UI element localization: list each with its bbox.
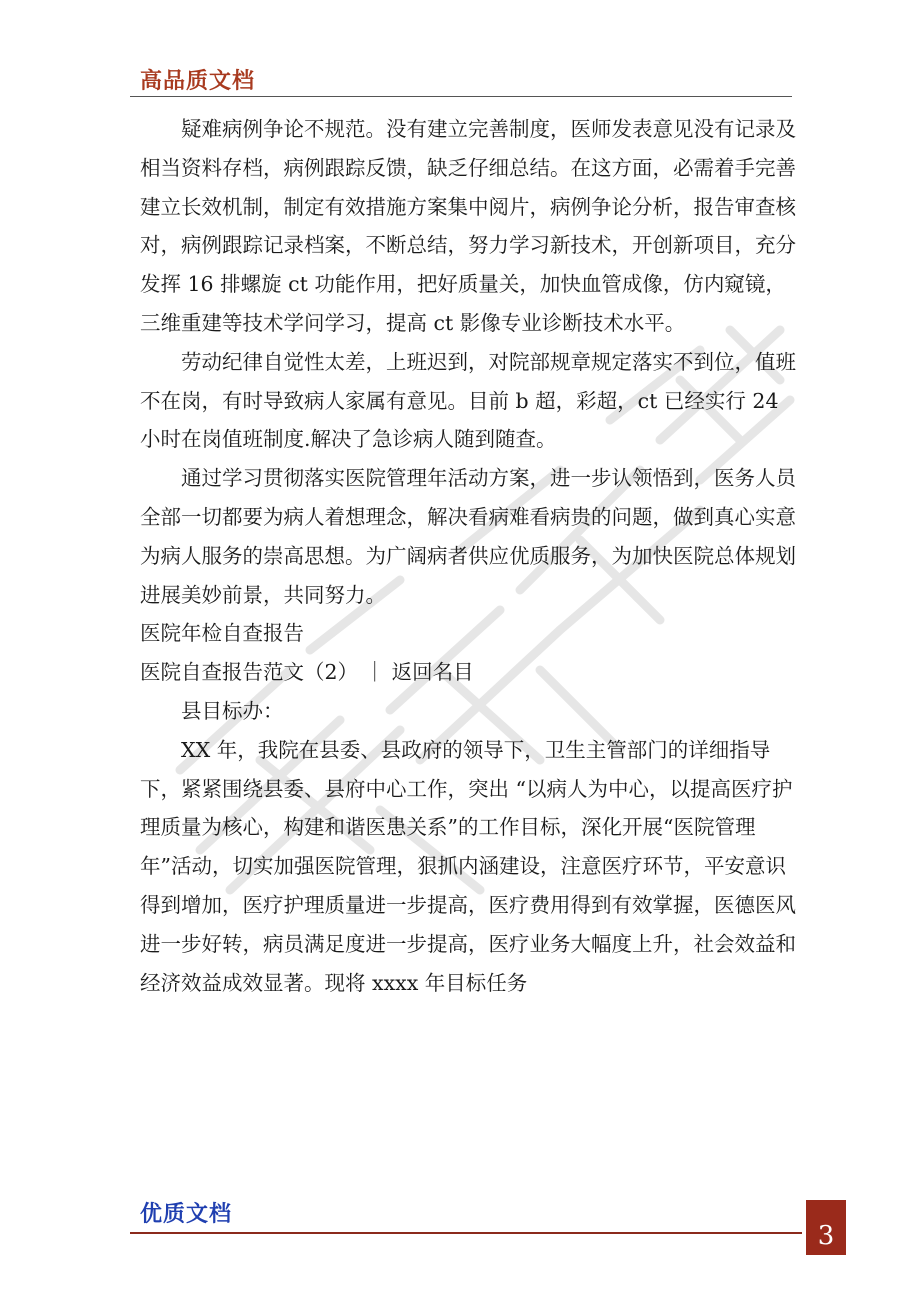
salutation: 县目标办： bbox=[181, 698, 284, 723]
footer-divider bbox=[130, 1232, 802, 1234]
paragraph-1: 疑难病例争论不规范。没有建立完善制度，医师发表意见没有记录及相当资料存档，病例跟踪反馈，缺乏仔细总结。在这方面，必需着手完善建立长效机制，制定有效措施方案集中阅片，病例争论分析，报告审查核对，病例跟踪记录档案，不断总结，努力学习新技术，开创新项目，充分发挥 16 排螺旋 ct 功能作用，把好质量关，加快血管成像，仿内窥镜，三维重建等技术学问学习，提高 ct 影像专业诊断技术水平。 bbox=[140, 117, 796, 335]
report-title: 医院年检自查报告 bbox=[140, 621, 304, 646]
paragraph-2: 劳动纪律自觉性太差，上班迟到，对院部规章规定落实不到位，值班不在岗，有时导致病人家属有意见。目前 b 超，彩超，ct 已经实行 24 小时在岗值班制度.解决了急诊病人随到随查。 bbox=[140, 349, 796, 452]
footer-title: 优质文档 bbox=[140, 1202, 233, 1227]
header-title: 高品质文档 bbox=[140, 69, 256, 94]
header-divider bbox=[130, 96, 792, 97]
document-body bbox=[140, 110, 800, 1002]
navigation-line[interactable]: 医院自查报告范文（2） ｜ 返回名目 bbox=[140, 660, 474, 685]
page-number-badge: 3 bbox=[806, 1200, 846, 1255]
paragraph-3: 通过学习贯彻落实医院管理年活动方案，进一步认领悟到，医务人员全部一切都要为病人着想理念，解决看病难看病贵的问题，做到真心实意为病人服务的崇高思想。为广阔病者供应优质服务，为加快医院总体规划进展美妙前景，共同努力。 bbox=[140, 466, 796, 607]
paragraph-4: XX 年，我院在县委、县政府的领导下，卫生主管部门的详细指导下，紧紧围绕县委、县府中心工作，突出 “以病人为中心，以提高医疗护理质量为核心，构建和谐医患关系”的工作目标，深化开展“医院管理年”活动，切实加强医院管理，狠抓内涵建设，注意医疗环节，平安意识得到增加，医疗护理质量进一步提高，医疗费用得到有效掌握，医德医风进一步好转，病员满足度进一步提高，医疗业务大幅度上升，社会效益和经济效益成效显著。现将 xxxx 年目标任务 bbox=[140, 737, 796, 995]
